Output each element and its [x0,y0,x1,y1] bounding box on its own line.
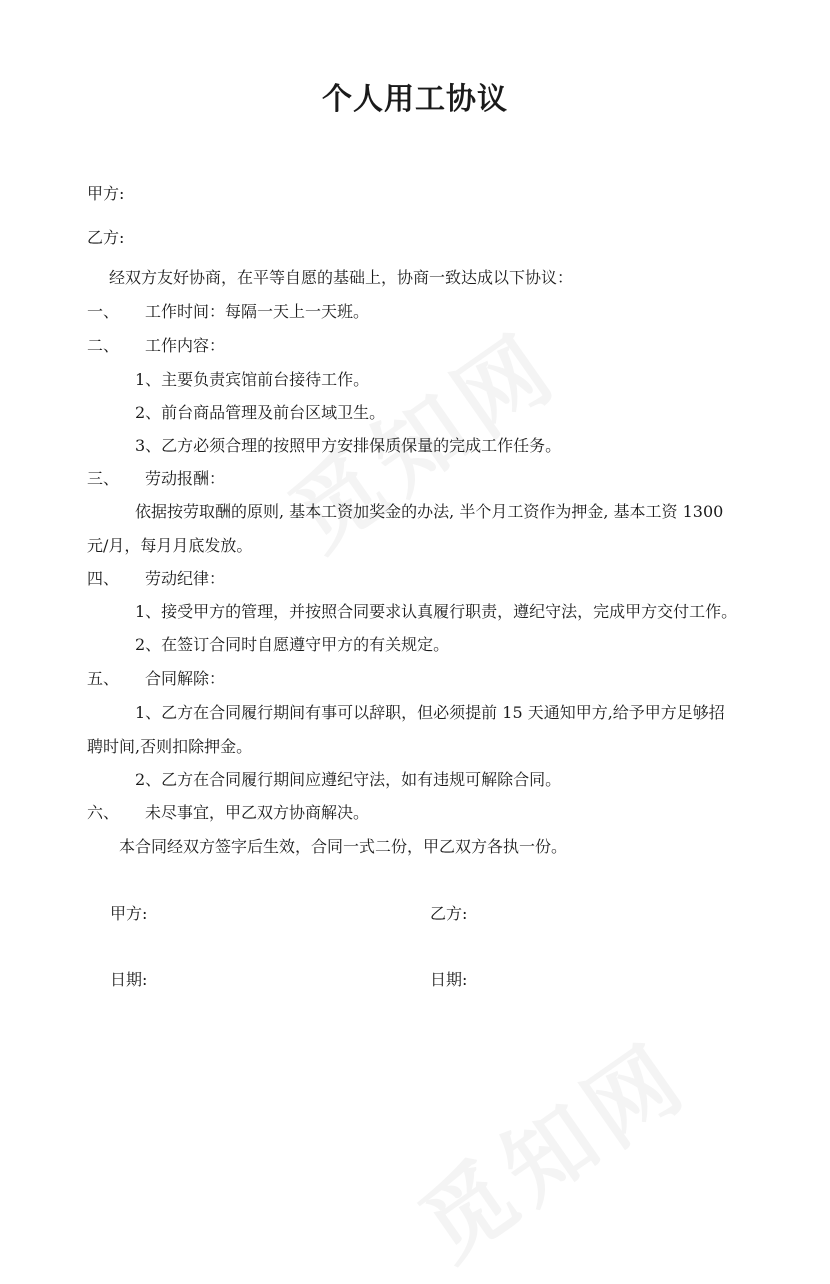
list-item: 2、在签订合同时自愿遵守甲方的有关规定。 [135,635,450,654]
section-heading: 工作内容： [145,336,226,355]
section-heading: 劳动纪律： [145,569,226,588]
signature-party-b: 乙方: [430,904,468,923]
section-number: 三、 [87,469,120,488]
list-item: 1、主要负责宾馆前台接待工作。 [135,370,370,389]
paragraph-line: 元/月，每月月底发放。 [87,536,253,555]
watermark [260,296,580,575]
section-heading: 劳动报酬： [145,469,226,488]
signature-date-b: 日期: [430,970,468,989]
watermark-bottom [390,1006,710,1284]
section-heading: 合同解除： [145,669,226,688]
closing-paragraph: 本合同经双方签字后生效，合同一式二份，甲乙双方各执一份。 [119,837,568,856]
section-number: 四、 [87,569,120,588]
party-a-label: 甲方: [87,184,125,203]
section-heading: 工作时间：每隔一天上一天班。 [145,302,370,321]
paragraph-line: 依据按劳取酬的原则, 基本工资加奖金的办法, 半个月工资作为押金, 基本工资 1300 [135,502,724,521]
section-number: 二、 [87,336,120,355]
list-item-continuation: 聘时间,否则扣除押金。 [87,737,253,756]
section-number: 六、 [87,803,120,822]
list-item: 2、前台商品管理及前台区域卫生。 [135,403,386,422]
section-number: 一、 [87,302,120,321]
signature-date-a: 日期: [110,970,148,989]
section-heading: 未尽事宜，甲乙双方协商解决。 [145,803,370,822]
intro-paragraph: 经双方友好协商，在平等自愿的基础上，协商一致达成以下协议： [109,268,574,287]
party-b-label: 乙方: [87,228,125,247]
list-item: 2、乙方在合同履行期间应遵纪守法，如有违规可解除合同。 [135,770,562,789]
list-item: 1、乙方在合同履行期间有事可以辞职，但必须提前 15 天通知甲方,给予甲方足够招 [135,703,725,722]
list-item: 1、接受甲方的管理，并按照合同要求认真履行职责，遵纪守法，完成甲方交付工作。 [135,602,738,621]
section-number: 五、 [87,669,120,688]
signature-party-a: 甲方: [110,904,148,923]
list-item: 3、乙方必须合理的按照甲方安排保质保量的完成工作任务。 [135,436,562,455]
document-title: 个人用工协议 [322,82,508,117]
